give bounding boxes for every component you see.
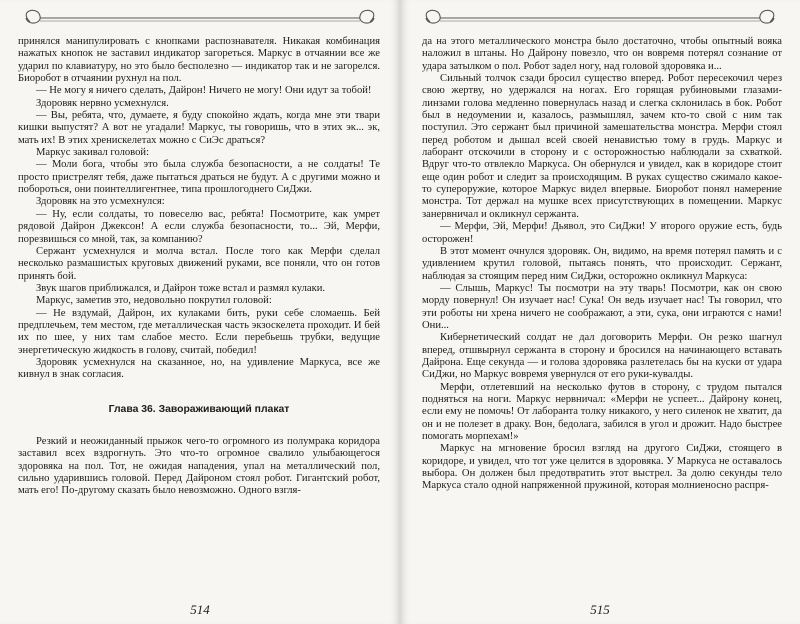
paragraph: — Мерфи, Эй, Мерфи! Дьявол, это СиДжи! У второго оружие есть, будь осторожен! [422,221,782,245]
left-page-text [0,36,400,498]
paragraph: Мерфи, отлетевший на несколько футов в сторону, с трудом пытался подняться на ноги. Маркус нервничал: «Мерфи не успеет... Дайрону конец, если ему не помочь! От лаборанта толку никакого, у него силенок не хватит, да он и не полезет в драку. Вон, бедолага, забился в угол и дрожит. Надо быстрее помогать морпехам!» [422,381,782,442]
paragraph: В этот момент очнулся здоровяк. Он, видимо, на время потерял память и с удивлением крутил головой, пытаясь понять, что происходит. Сержант, наблюдая за стоящим перед ним СиДжи, осторожно окликнул Маркуса: [422,245,782,282]
paragraph: Сильный толчок сзади бросил существо вперед. Робот пересекочил через свою жертву, но удержался на ногах. Его горящая рубиновыми глазами-линзами голова медленно повернулась назад и слегка склонилась в бок. Робот был в недоумении и, казалось, размышлял, зачем кто-то свой с ним так поступил. Это сержант был причиной замешательства монстра. Мерфи стоял перед роботом и дышал всей своей ненавистью тому в грудь. Маркус и лаборант отскочили в сторону и с осторожностью наблюдали за схваткой. Вдруг что-то отвлекло Маркуса. Он обернулся и увидел, как в коридоре стоит еще один робот и следит за происходящим. В руках существо сжимало какое-то супероружие, которое Маркус видел впервые. Биоробот понял намерение монстра. Тот держал на мушке всех присутствующих в помещении. Маркус занервничал и окликнул сержанта. [422,73,782,220]
page-number-left: 514 [190,602,210,617]
paragraph: — Ну, если солдаты, то повеселю вас, ребята! Посмотрите, как умрет рядовой Дайрон Джексон! А если служба безопасности, то... Эй, Мерфи, порезвишься со мной, так, за компанию? [18,208,380,245]
paragraph: Здоровяк нервно усмехнулся. [36,97,169,109]
paragraph: — Не могу я ничего сделать, Дайрон! Ничего не могу! Они идут за тобой! [36,85,372,97]
paragraph: Кибернетический солдат не дал договорить Мерфи. Он резко шагнул вперед, отшвырнул сержанта в сторону и бросился на начинающего вставать Дайрона. Еще секунда — и голова здоровяка разлетелась бы на куски от удара СиДжи, но Маркус вовремя увернулся от его руки-кувалды. [422,332,782,381]
chapter-heading: Глава 36. Завораживающий плакат [108,403,290,415]
paragraph: Сержант усмехнулся и молча встал. После того как Мерфи сделал несколько размашистых круговых движений руками, все поняли, что он готов принять бой. [18,245,380,282]
paragraph: Звук шагов приближался, и Дайрон тоже встал и размял кулаки. [36,282,326,294]
right-page-text [400,36,800,493]
paragraph: Маркус на мгновение бросил взгляд на другого СиДжи, стоящего в коридоре, и увидел, что тот уже целится в здоровяка. У Маркуса не оставалось выбора. Он должен был предотвратить этот выстрел. За долю секунды тело Маркуса стало одной напряженной пружиной, которая молниеносно распря- [422,443,782,492]
paragraph: да на этого металлического монстра было достаточно, чтобы опытный вояка наложил в штаны. Но Дайрону повезло, что он вовремя потерял сознание от удара затылком о пол. Робот задел ногу, над головой здоровяка и... [422,36,782,72]
paragraph: Маркус, заметив это, недовольно покрутил головой: [36,295,272,307]
paragraph: принялся манипулировать с кнопками распознавателя. Никакая комбинация нажатых кнопок не заставил индикатор загореться. Маркус в отчаянии все же ударил по клавиатуру, но это было бесполезно — индикатор так и не загорелся. Биоробот в отчаянии рухнул на пол. [18,36,380,85]
paragraph: — Слышь, Маркус! Ты посмотри на эту тварь! Посмотри, как он свою морду повернул! Он изучает нас! Сука! Он ведь изучает нас! Ты говорил, что эти роботы ни хрена ничего не соображают, а эти, сука, они играются с нами! Они... [422,282,782,331]
header-ornament-left [10,4,390,34]
paragraph: — Моли бога, чтобы это была служба безопасности, а не солдаты! Те просто пристрелят тебя, даже пытаться драться не будут. А с другими можно и побороться, они поинтеллигентнее, типа прошлогоднего СиДжи. [18,159,380,196]
paragraph: Здоровяк усмехнулся на сказанное, но, на удивление Маркуса, все же кивнул в знак согласия. [18,356,380,381]
paragraph: Резкий и неожиданный прыжок чего-то огромного из полумрака коридора заставил всех вздрогнуть. Это что-то огромное свалило улыбающегося здоровяка на пол. Тот, не ожидая нападения, упал на металлический пол, сильно ударившись головой. Перед Дайроном стоял робот. Гигантский робот, мать его! По-другому сказать было невозможно. Одного взгля- [18,435,380,497]
paragraph: — Не вздумай, Дайрон, их кулаками бить, руки себе сломаешь. Бей предплечьем, тем местом, где металлическая часть экзоскелета проходит. И бей их по шее, у них там слабое место. Если перебьешь трубки, ведущие энергетическую жидкость в голову, считай, победил! [18,307,380,356]
header-ornament-right [410,4,790,34]
page-number-right: 515 [590,602,610,617]
paragraph: Маркус закивал головой: [36,147,150,159]
right-page [400,0,800,624]
paragraph: Здоровяк на это усмехнулся: [36,196,165,208]
paragraph: — Вы, ребята, что, думаете, я буду спокойно ждать, когда мне эти твари кишки выпустят? А вот не угадали! Маркус, ты говоришь, что в этих эк... эк, мать их! В этих хренискелетах можно с СиЭс драться? [18,110,380,146]
